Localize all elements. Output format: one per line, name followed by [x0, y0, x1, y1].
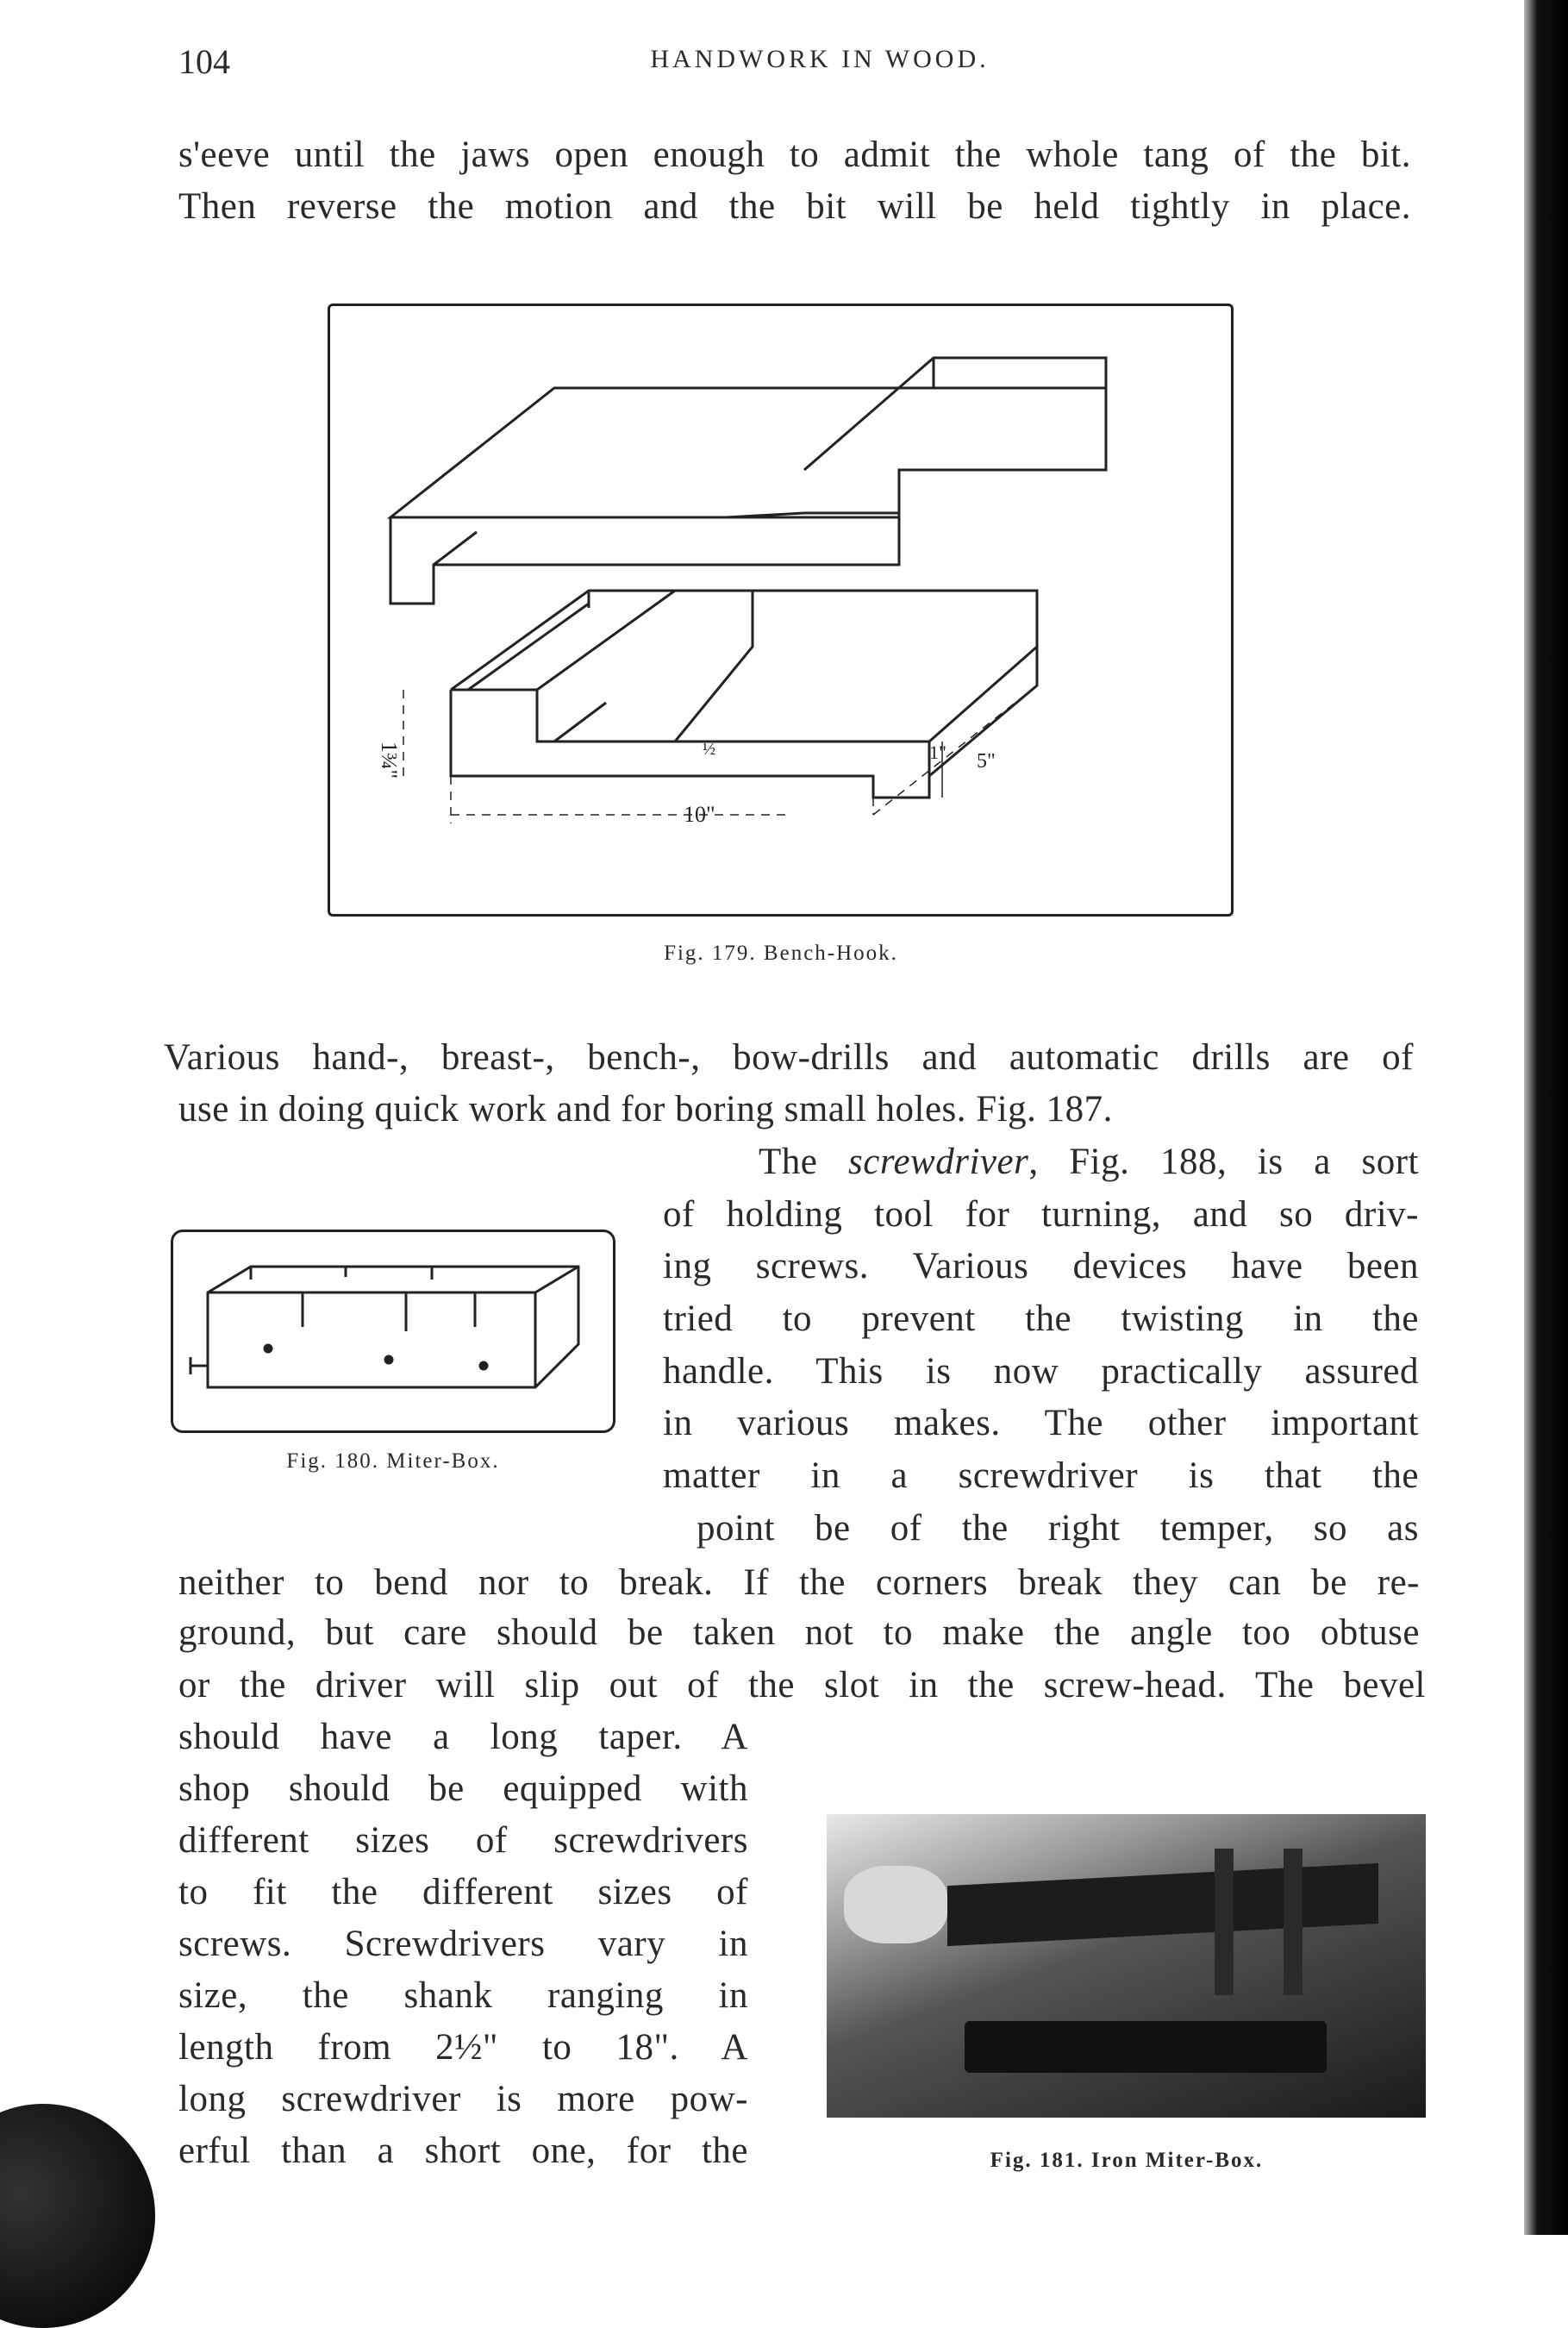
- text-line: long screwdriver is more pow-: [178, 2079, 748, 2119]
- text-span: The: [759, 1142, 849, 1182]
- text-line: point be of the right temper, so as: [697, 1508, 1419, 1549]
- text-span: , Fig. 188, is a sort: [1028, 1142, 1419, 1182]
- dimension-label: 1¾": [377, 742, 402, 779]
- figure-181-caption: Fig. 181. Iron Miter-Box.: [990, 2149, 1264, 2172]
- figure-180-miter-box: [171, 1230, 615, 1433]
- text-line: different sizes of screwdrivers: [178, 1820, 748, 1861]
- text-line: use in doing quick work and for boring small holes. Fig. 187.: [178, 1089, 1113, 1130]
- page-number: 104: [178, 42, 230, 81]
- figure-179-caption: Fig. 179. Bench-Hook.: [664, 942, 898, 965]
- text-line: ground, but care should be taken not to make the angle too obtuse: [178, 1612, 1420, 1653]
- photo-post: [1215, 1849, 1234, 1995]
- text-line: should have a long taper. A: [178, 1717, 748, 1757]
- running-title: HANDWORK IN WOOD.: [650, 45, 990, 73]
- text-line: handle. This is now practically assured: [663, 1351, 1419, 1392]
- dimension-label: 5": [977, 750, 996, 773]
- text-line: length from 2½" to 18". A: [178, 2027, 748, 2068]
- figure-181-iron-miter-box-photo: [827, 1814, 1426, 2118]
- dimension-label: 10": [684, 802, 715, 827]
- photo-post: [1284, 1849, 1303, 1995]
- text-line: in various makes. The other important: [663, 1403, 1419, 1443]
- text-line: tried to prevent the twisting in the: [663, 1299, 1419, 1339]
- text-line: Various hand-, breast-, bench-, bow-drills and automatic drills are of: [164, 1037, 1414, 1078]
- text-line: s'eeve until the jaws open enough to admit the whole tang of the bit.: [178, 135, 1411, 175]
- italic-term: screwdriver: [848, 1142, 1029, 1182]
- text-line: shop should be equipped with: [178, 1768, 748, 1809]
- text-line: [759, 1136, 1419, 1188]
- text-line: of holding tool for turning, and so driv-: [663, 1194, 1419, 1235]
- text-line: neither to bend nor to break. If the corners break they can be re-: [178, 1562, 1420, 1603]
- text-line: matter in a screwdriver is that the: [663, 1455, 1419, 1496]
- scan-shadow-corner: [0, 2104, 155, 2328]
- dimension-label: ½: [703, 740, 715, 759]
- text-line: ing screws. Various devices have been: [663, 1246, 1419, 1286]
- text-line: Then reverse the motion and the bit will be held tightly in place.: [178, 186, 1411, 227]
- text-line: to fit the different sizes of: [178, 1872, 748, 1912]
- photo-hand: [844, 1866, 947, 1943]
- text-line: size, the shank ranging in: [178, 1975, 748, 2016]
- figure-180-caption: Fig. 180. Miter-Box.: [286, 1449, 500, 1473]
- page-binding-shadow: [1524, 0, 1568, 2235]
- figure-179-bench-hook: [328, 304, 1234, 917]
- dimension-label: 1": [929, 742, 946, 763]
- photo-saw-guide: [947, 1863, 1378, 1946]
- photo-base: [965, 2021, 1327, 2073]
- text-line: screws. Screwdrivers vary in: [178, 1924, 748, 1964]
- text-line: erful than a short one, for the: [178, 2131, 748, 2171]
- text-line: or the driver will slip out of the slot in the screw-head. The bevel: [178, 1665, 1426, 1705]
